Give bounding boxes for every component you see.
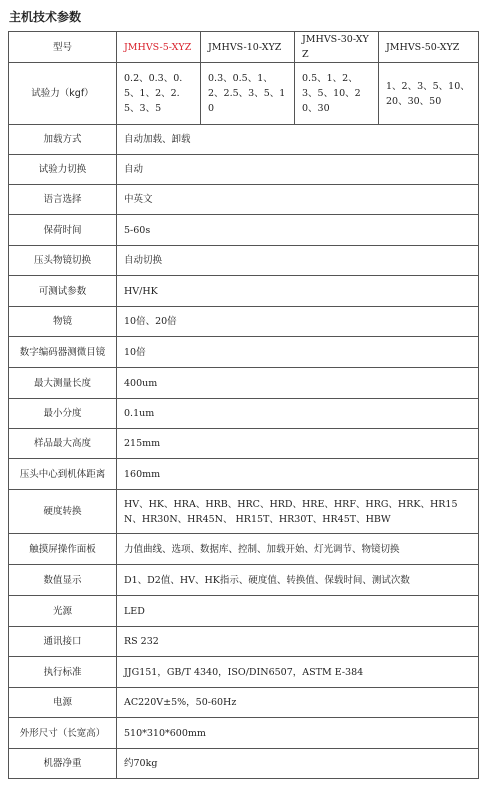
table-row xyxy=(9,125,479,155)
row-value: D1、D2值、HV、HK指示、硬度值、转换值、保载时间、测试次数 xyxy=(117,565,479,596)
row-value: AC220V±5%，50-60Hz xyxy=(117,688,479,718)
table-row-model xyxy=(9,32,479,63)
row-label: 保荷时间 xyxy=(9,215,117,246)
table-row xyxy=(9,596,479,627)
table-row xyxy=(9,657,479,688)
model-name-cell: JMHVS-50-XYZ xyxy=(379,32,479,63)
table-row xyxy=(9,276,479,307)
force-value-cell: 0.5、1、2、3、5、10、20、30 xyxy=(295,63,379,125)
row-value: 中英文 xyxy=(117,185,479,215)
row-value: 10倍、20倍 xyxy=(117,307,479,337)
table-row xyxy=(9,534,479,565)
table-row xyxy=(9,565,479,596)
force-value-cell: 1、2、3、5、10、20、30、50 xyxy=(379,63,479,125)
row-label: 最小分度 xyxy=(9,399,117,429)
table-row xyxy=(9,459,479,490)
row-value: 约70kg xyxy=(117,749,479,779)
row-label: 最大测量长度 xyxy=(9,368,117,399)
row-value: JJG151，GB/T 4340，ISO/DIN6507，ASTM E-384 xyxy=(117,657,479,688)
force-value-cell: 0.3、0.5、1、2、2.5、3、5、10 xyxy=(201,63,295,125)
row-value: 0.1um xyxy=(117,399,479,429)
row-label: 压头中心到机体距离 xyxy=(9,459,117,490)
row-value: 160mm xyxy=(117,459,479,490)
row-label: 试验力切换 xyxy=(9,155,117,185)
row-label: 机器净重 xyxy=(9,749,117,779)
table-row-force xyxy=(9,63,479,125)
row-label: 电源 xyxy=(9,688,117,718)
row-value: LED xyxy=(117,596,479,627)
row-value: 自动切换 xyxy=(117,246,479,276)
row-label: 可测试参数 xyxy=(9,276,117,307)
row-value: 215mm xyxy=(117,429,479,459)
table-row xyxy=(9,307,479,337)
row-value: 400um xyxy=(117,368,479,399)
row-label: 语言选择 xyxy=(9,185,117,215)
row-value: 力值曲线、选项、数据库、控制、加载开始、灯光调节、物镜切换 xyxy=(117,534,479,565)
row-label: 压头物镜切换 xyxy=(9,246,117,276)
row-value: 10倍 xyxy=(117,337,479,368)
table-row xyxy=(9,688,479,718)
table-row xyxy=(9,215,479,246)
table-row xyxy=(9,155,479,185)
row-label: 通讯接口 xyxy=(9,627,117,657)
row-label: 型号 xyxy=(9,32,117,63)
spec-table xyxy=(8,31,479,779)
row-label: 物镜 xyxy=(9,307,117,337)
row-label: 试验力（kgf） xyxy=(9,63,117,125)
row-label: 样品最大高度 xyxy=(9,429,117,459)
row-label: 硬度转换 xyxy=(9,490,117,534)
row-value: RS 232 xyxy=(117,627,479,657)
model-name-cell: JMHVS-5-XYZ xyxy=(117,32,201,63)
row-value: 自动 xyxy=(117,155,479,185)
row-value: HV/HK xyxy=(117,276,479,307)
table-row xyxy=(9,490,479,534)
row-label: 执行标准 xyxy=(9,657,117,688)
row-label: 触摸屏操作面板 xyxy=(9,534,117,565)
table-row xyxy=(9,749,479,779)
row-label: 光源 xyxy=(9,596,117,627)
model-name-cell: JMHVS-30-XYZ xyxy=(295,32,379,63)
table-row xyxy=(9,337,479,368)
table-row xyxy=(9,627,479,657)
row-label: 外形尺寸（长宽高） xyxy=(9,718,117,749)
row-value: 自动加载、卸载 xyxy=(117,125,479,155)
row-label: 数字编码器测微目镜 xyxy=(9,337,117,368)
row-label: 数值显示 xyxy=(9,565,117,596)
force-value-cell: 0.2、0.3、0.5、1、2、2.5、3、5 xyxy=(117,63,201,125)
row-value: 5-60s xyxy=(117,215,479,246)
table-row xyxy=(9,718,479,749)
row-value: 510*310*600mm xyxy=(117,718,479,749)
table-row xyxy=(9,368,479,399)
table-row xyxy=(9,429,479,459)
page-title: 主机技术参数 xyxy=(9,10,82,24)
table-row xyxy=(9,246,479,276)
row-label: 加载方式 xyxy=(9,125,117,155)
row-value: HV、HK、HRA、HRB、HRC、HRD、HRE、HRF、HRG、HRK、HR15N、HR30N、HR45N、 HR15T、HR30T、HR45T、HBW xyxy=(117,490,479,534)
model-name-cell: JMHVS-10-XYZ xyxy=(201,32,295,63)
table-row xyxy=(9,399,479,429)
table-row xyxy=(9,185,479,215)
